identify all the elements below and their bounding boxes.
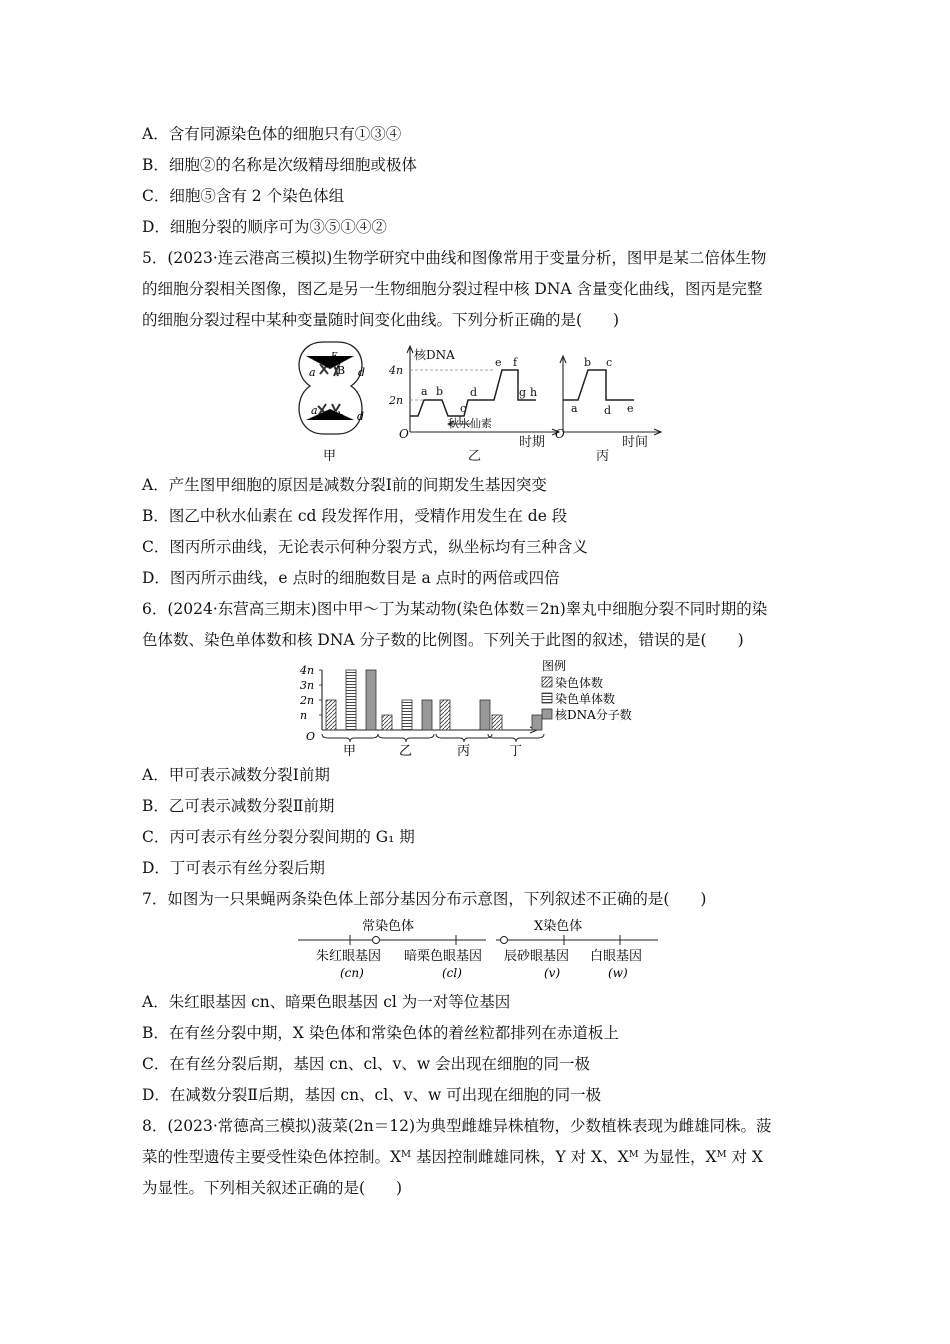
q7-option-d: D．在减数分裂Ⅱ后期，基因 cn、cl、v、w 可出现在细胞的同一极 [142, 1086, 602, 1104]
q5-figure [288, 334, 668, 466]
yi-y-2n: 2n [389, 394, 404, 407]
q6-option-c: C．丙可表示有丝分裂分裂间期的 G₁ 期 [142, 828, 415, 846]
q7-stem: 7．如图为一只果蝇两条染色体上部分基因分布示意图，下列叙述不正确的是( ) [142, 890, 707, 908]
bar-甲-chromosome [326, 700, 336, 730]
bar-乙-chromosome [382, 715, 392, 730]
q4-option-b: B．细胞②的名称是次级精母细胞或极体 [142, 156, 417, 174]
yi-point-f: f [513, 356, 518, 369]
yi-point-g: g [519, 386, 527, 399]
q8-stem-line-3: 为显性。下列相关叙述正确的是( ) [142, 1179, 403, 1197]
category-label-丁: 丁 [509, 744, 523, 759]
q6-stem-line-2: 色体数、染色单体数和核 DNA 分子数的比例图。下列关于此图的叙述，错误的是( ) [142, 631, 744, 649]
yi-point-b: b [436, 385, 444, 398]
bar-甲-dna [366, 670, 376, 730]
q8-stem-line-2: 菜的性型遗传主要受性染色体控制。Xᴹ 基因控制雌雄同株，Y 对 X、Xᴹ 为显性，Xᴹ 对 X [142, 1148, 763, 1166]
bar-丁-dna [532, 715, 542, 730]
legend-title: 图例 [542, 659, 567, 673]
gene-v-symbol: (v) [544, 966, 561, 980]
q7-option-c: C．在有丝分裂后期，基因 cn、cl、v、w 会出现在细胞的同一极 [142, 1055, 591, 1073]
q5-figure-svg [288, 334, 668, 466]
legend-chromatid: 染色单体数 [555, 692, 616, 706]
q7-option-b: B．在有丝分裂中期，X 染色体和常染色体的着丝粒都排列在赤道板上 [142, 1024, 619, 1042]
q6-ytick-2n: 2n [300, 694, 315, 707]
chrom-autosome-label: 常染色体 [362, 919, 415, 934]
bing-point-e: e [627, 402, 634, 415]
q6-option-a: A．甲可表示减数分裂Ⅰ前期 [142, 766, 330, 784]
jia-letter-b-upper: B [337, 364, 346, 377]
bing-point-c: c [606, 356, 613, 369]
yi-point-c: c [460, 402, 467, 415]
category-label-乙: 乙 [399, 744, 413, 759]
q5-option-c: C．图丙所示曲线，无论表示何种分裂方式，纵坐标均有三种含义 [142, 538, 588, 556]
brace-丁 [488, 734, 544, 742]
bing-caption: 丙 [596, 449, 610, 464]
q4-option-d: D．细胞分裂的顺序可为③⑤①④② [142, 218, 387, 236]
yi-note-colchicine: 秋水仙素 [448, 417, 492, 430]
figure-yi-graph [388, 346, 559, 464]
jia-letter-b-lower: b [337, 410, 345, 423]
chrom-x-label: X染色体 [534, 919, 583, 934]
q6-option-d: D．丁可表示有丝分裂后期 [142, 859, 325, 877]
q5-stem-line-1: 5．(2023·连云港高三模拟)生物学研究中曲线和图像常用于变量分析，图甲是某二倍体生物 [142, 249, 767, 267]
yi-ylabel: 核DNA [414, 348, 455, 362]
bing-origin: O [555, 427, 565, 441]
q5-option-a: A．产生图甲细胞的原因是减数分裂Ⅰ前的间期发生基因突变 [142, 476, 547, 494]
figure-bing-graph [555, 356, 661, 464]
q6-chart [296, 656, 666, 760]
jia-letter-a-lower: a [311, 404, 318, 417]
gene-w-name: 白眼基因 [590, 949, 643, 964]
jia-caption: 甲 [323, 449, 337, 464]
jia-letter-e: E [331, 352, 338, 362]
brace-乙 [378, 734, 434, 742]
gene-cl-name: 暗栗色眼基因 [404, 949, 483, 964]
q6-ytick-O: O [306, 730, 316, 743]
bar-乙-dna [422, 700, 432, 730]
bar-甲-chromatid [346, 670, 356, 730]
yi-y-4n: 4n [389, 364, 404, 377]
bing-point-a: a [571, 402, 578, 415]
q5-stem-line-3: 的细胞分裂过程中某种变量随时间变化曲线。下列分析正确的是( ) [142, 311, 620, 329]
legend-dna: 核DNA分子数 [555, 708, 632, 722]
q7-figure [296, 914, 666, 982]
brace-甲 [322, 734, 378, 742]
bing-xlabel: 时间 [622, 435, 649, 450]
jia-letter-d-lower: d [357, 410, 365, 423]
q4-option-a: A．含有同源染色体的细胞只有①③④ [142, 125, 402, 143]
jia-letter-a-upper: a [309, 366, 316, 379]
q6-chart-svg [296, 656, 666, 760]
legend-swatch-chromosome [542, 677, 552, 687]
q6-ytick-3n: 3n [300, 679, 315, 692]
yi-origin: O [399, 427, 409, 441]
jia-letter-d-upper: d [358, 366, 366, 379]
q6-option-b: B．乙可表示减数分裂Ⅱ前期 [142, 797, 335, 815]
x-centromere [501, 937, 508, 944]
gene-cl-symbol: (cl) [442, 966, 462, 980]
q6-ytick-4n: 4n [300, 664, 315, 677]
yi-point-h: h [530, 386, 538, 399]
bing-point-b: b [584, 356, 592, 369]
bar-丙-chromosome [440, 700, 450, 730]
yi-point-e: e [495, 356, 502, 369]
q7-option-a: A．朱红眼基因 cn、暗栗色眼基因 cl 为一对等位基因 [142, 993, 511, 1011]
bing-point-d: d [604, 404, 612, 417]
gene-cn-name: 朱红眼基因 [316, 949, 382, 964]
legend-swatch-dna [542, 709, 552, 719]
bar-丙-dna [480, 700, 490, 730]
bar-丁-chromosome [492, 715, 502, 730]
q4-option-c: C．细胞⑤含有 2 个染色体组 [142, 187, 345, 205]
gene-w-symbol: (w) [608, 966, 628, 980]
yi-point-a: a [421, 385, 428, 398]
q6-legend [542, 658, 632, 722]
q6-stem-line-1: 6．(2024·东营高三期末)图中甲～丁为某动物(染色体数＝2n)睾丸中细胞分裂不同时期的染 [142, 600, 768, 618]
q7-figure-svg [296, 914, 666, 982]
yi-xlabel: 时期 [519, 435, 546, 450]
q5-option-d: D．图丙所示曲线，e 点时的细胞数目是 a 点时的两倍或四倍 [142, 569, 560, 587]
yi-point-d: d [470, 386, 478, 399]
legend-swatch-chromatid [542, 693, 552, 703]
brace-丙 [436, 734, 492, 742]
autosome-centromere [373, 937, 380, 944]
category-label-丙: 丙 [457, 744, 471, 759]
q5-option-b: B．图乙中秋水仙素在 cd 段发挥作用，受精作用发生在 de 段 [142, 507, 568, 525]
q5-stem-line-2: 的细胞分裂相关图像，图乙是另一生物细胞分裂过程中核 DNA 含量变化曲线，图丙是完整 [142, 280, 763, 298]
yi-caption: 乙 [468, 449, 482, 464]
bar-乙-chromatid [402, 700, 412, 730]
legend-chromosome: 染色体数 [555, 676, 604, 690]
gene-v-name: 辰砂眼基因 [504, 949, 570, 964]
figure-jia-cell [299, 342, 365, 464]
category-label-甲: 甲 [343, 744, 357, 759]
q8-stem-line-1: 8．(2023·常德高三模拟)菠菜(2n＝12)为典型雌雄异株植物，少数植株表现为雌雄同株。菠 [142, 1117, 772, 1135]
gene-cn-symbol: (cn) [340, 966, 364, 980]
q6-ytick-n: n [300, 709, 308, 722]
